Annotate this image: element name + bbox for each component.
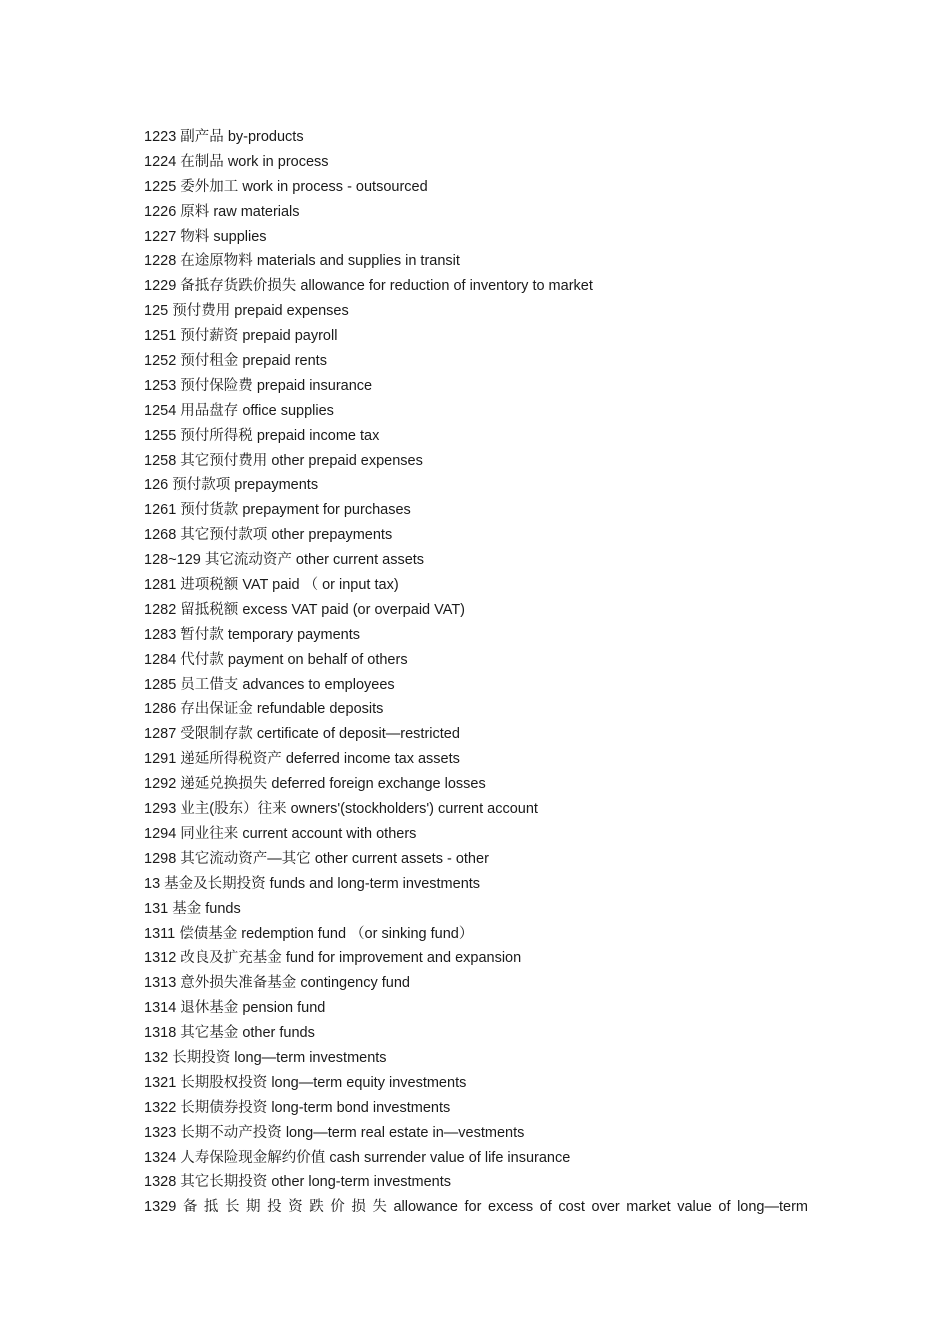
account-entry: 1261 预付货款 prepayment for purchases <box>144 502 411 519</box>
account-entry: 1287 受限制存款 certificate of deposit—restricted <box>144 726 460 743</box>
entry-word: 抵 <box>203 1199 219 1216</box>
account-entry: 125 预付费用 prepaid expenses <box>144 303 349 320</box>
entry-word: 损 <box>351 1199 366 1216</box>
account-entry: 1229 备抵存货跌价损失 allowance for reduction of inventory to market <box>144 278 593 295</box>
entry-word: for <box>464 1199 482 1216</box>
account-entry: 1254 用品盘存 office supplies <box>144 402 334 419</box>
account-entry: 126 预付款项 prepayments <box>144 477 319 494</box>
account-entry: 1298 其它流动资产—其它 other current assets - other <box>144 850 489 867</box>
account-entry: 1285 员工借支 advances to employees <box>144 676 395 693</box>
entry-word: excess <box>488 1199 534 1216</box>
entry-word: allowance <box>393 1199 458 1216</box>
account-entry: 1286 存出保证金 refundable deposits <box>144 701 384 718</box>
account-entry: 1268 其它预付款项 other prepayments <box>144 527 393 544</box>
account-entry: 1313 意外损失准备基金 contingency fund <box>144 975 410 992</box>
account-entry: 1311 偿债基金 redemption fund （or sinking fund） <box>144 925 474 942</box>
account-entry: 13 基金及长期投资 funds and long-term investments <box>144 875 481 892</box>
account-entry: 1258 其它预付费用 other prepaid expenses <box>144 452 423 469</box>
entry-word: 1329 <box>144 1199 177 1216</box>
entry-word: of <box>539 1199 552 1216</box>
entry-word: market <box>626 1199 671 1216</box>
account-entry: 128~129 其它流动资产 other current assets <box>144 552 425 569</box>
account-entry: 132 长期投资 long—term investments <box>144 1049 387 1066</box>
account-entry: 1324 人寿保险现金解约价值 cash surrender value of life insurance <box>144 1149 571 1166</box>
entry-word: long—term <box>737 1199 808 1216</box>
account-entry: 1223 副产品 by-products <box>144 129 304 145</box>
account-list <box>144 125 808 1220</box>
account-entry: 1291 递延所得税资产 deferred income tax assets <box>144 751 460 768</box>
account-entry: 1253 预付保险费 prepaid insurance <box>144 377 373 394</box>
account-entry: 1226 原料 raw materials <box>144 203 300 220</box>
account-entry: 1318 其它基金 other funds <box>144 1025 315 1042</box>
entry-word: 资 <box>288 1199 303 1216</box>
account-entry: 1294 同业往来 current account with others <box>144 825 417 842</box>
account-entry: 1312 改良及扩充基金 fund for improvement and expansion <box>144 950 522 967</box>
account-entry: 1224 在制品 work in process <box>144 153 329 170</box>
entry-word: 备 <box>182 1199 198 1216</box>
account-entry-justified <box>144 1195 808 1220</box>
account-entry: 1282 留抵税额 excess VAT paid (or overpaid VAT) <box>144 601 466 618</box>
account-entry: 1292 递延兑换损失 deferred foreign exchange losses <box>144 776 486 793</box>
account-entry: 1251 预付薪资 prepaid payroll <box>144 328 338 345</box>
account-entry: 1252 预付租金 prepaid rents <box>144 353 327 370</box>
account-entry: 1228 在途原物料 materials and supplies in transit <box>144 253 460 270</box>
entry-word: over <box>591 1199 620 1216</box>
account-entry: 1293 业主(股东）往来 owners'(stockholders') current account <box>144 801 538 818</box>
account-entry: 131 基金 funds <box>144 900 241 917</box>
account-entry: 1322 长期债券投资 long-term bond investments <box>144 1099 451 1116</box>
account-entry: 1284 代付款 payment on behalf of others <box>144 651 408 668</box>
account-entry: 1321 长期股权投资 long—term equity investments <box>144 1074 467 1091</box>
account-entry: 1314 退休基金 pension fund <box>144 1000 326 1017</box>
entry-word: 长 <box>224 1199 240 1216</box>
entry-word: of <box>718 1199 731 1216</box>
entry-word: value <box>677 1199 712 1216</box>
entry-word: 跌 <box>309 1199 324 1216</box>
account-entry: 1283 暂付款 temporary payments <box>144 626 360 643</box>
entry-word: 投 <box>267 1199 282 1216</box>
account-entry: 1328 其它长期投资 other long-term investments <box>144 1174 452 1191</box>
entry-word: cost <box>558 1199 585 1216</box>
account-entry: 1323 长期不动产投资 long—term real estate in—vestments <box>144 1124 525 1141</box>
account-entry: 1255 预付所得税 prepaid income tax <box>144 427 380 444</box>
entry-word: 价 <box>330 1199 345 1216</box>
account-entry: 1281 进项税额 VAT paid （ or input tax) <box>144 577 399 594</box>
account-entry: 1225 委外加工 work in process - outsourced <box>144 178 428 195</box>
entry-word: 失 <box>372 1199 387 1216</box>
account-entry: 1227 物料 supplies <box>144 228 267 245</box>
entry-word: 期 <box>246 1199 261 1216</box>
